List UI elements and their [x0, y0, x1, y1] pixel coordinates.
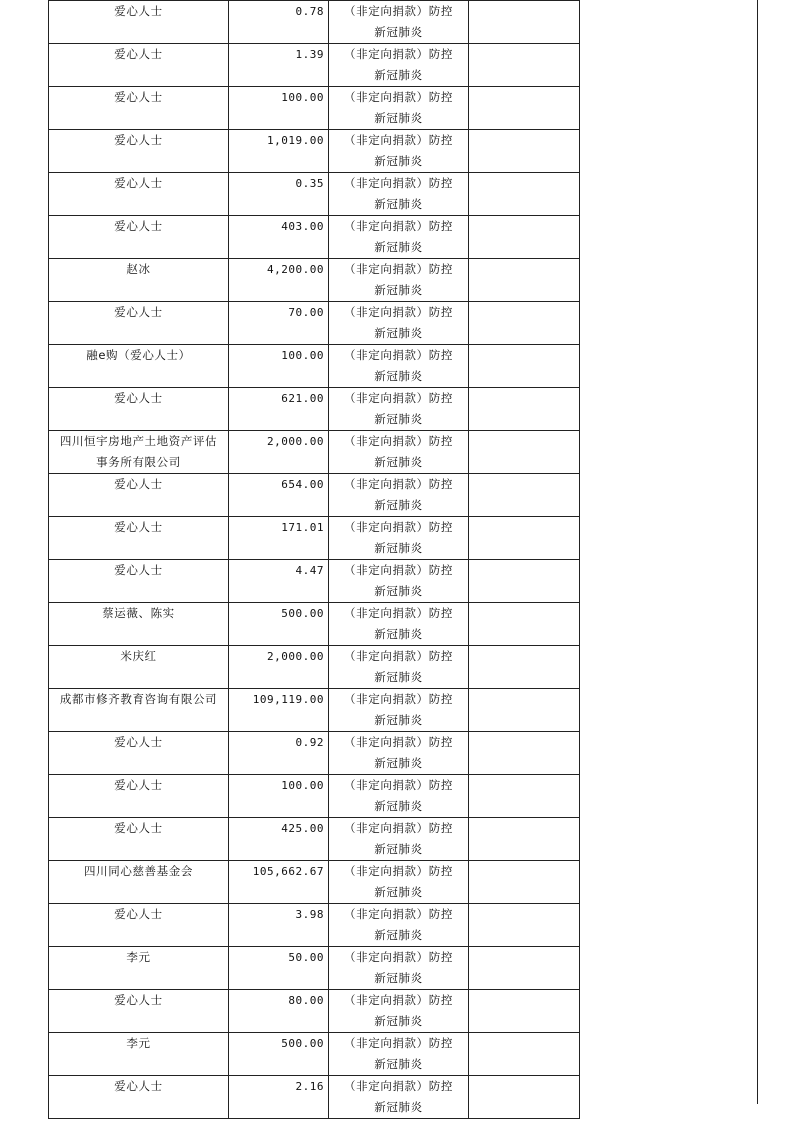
amount-cell	[229, 1, 329, 44]
purpose-cell	[329, 646, 469, 689]
purpose-line-2: 新冠肺炎	[374, 455, 423, 469]
donation-purpose	[329, 474, 468, 516]
donation-table	[48, 0, 580, 1119]
donation-amount: 109,119.00	[252, 693, 324, 706]
donation-purpose	[329, 1033, 468, 1075]
remarks-cell	[469, 1076, 580, 1119]
donor-cell	[49, 689, 229, 732]
donor-name: 爱心人士	[114, 219, 163, 233]
purpose-line-2: 新冠肺炎	[374, 842, 423, 856]
amount-cell	[229, 990, 329, 1033]
purpose-line-2: 新冠肺炎	[374, 756, 423, 770]
purpose-line-2: 新冠肺炎	[374, 971, 423, 985]
donor-name: 爱心人士	[114, 520, 163, 534]
purpose-line-2: 新冠肺炎	[374, 713, 423, 727]
table-row	[49, 732, 580, 775]
donor-cell	[49, 388, 229, 431]
donation-purpose	[329, 259, 468, 301]
table-row	[49, 861, 580, 904]
donor-cell	[49, 302, 229, 345]
donation-purpose	[329, 904, 468, 946]
donor-name: 爱心人士	[114, 47, 163, 61]
donor-cell	[49, 818, 229, 861]
table-row	[49, 517, 580, 560]
purpose-line-2: 新冠肺炎	[374, 541, 423, 555]
purpose-line-2: 新冠肺炎	[374, 1100, 423, 1114]
donation-purpose	[329, 861, 468, 903]
table-row	[49, 689, 580, 732]
amount-cell	[229, 517, 329, 560]
donation-amount: 4.47	[295, 564, 324, 577]
table-row	[49, 44, 580, 87]
amount-cell	[229, 560, 329, 603]
donor-cell	[49, 517, 229, 560]
donor-cell	[49, 775, 229, 818]
table-row	[49, 818, 580, 861]
donor-cell	[49, 646, 229, 689]
table-row	[49, 130, 580, 173]
purpose-line-1: （非定向捐款）防控	[344, 1036, 453, 1050]
amount-cell	[229, 130, 329, 173]
amount-cell	[229, 947, 329, 990]
table-row	[49, 560, 580, 603]
purpose-cell	[329, 474, 469, 517]
donor-cell	[49, 173, 229, 216]
purpose-cell	[329, 259, 469, 302]
amount-cell	[229, 775, 329, 818]
donation-amount: 425.00	[281, 822, 324, 835]
donor-cell	[49, 904, 229, 947]
donor-cell	[49, 947, 229, 990]
amount-cell	[229, 818, 329, 861]
donation-purpose	[329, 603, 468, 645]
purpose-line-2: 新冠肺炎	[374, 670, 423, 684]
amount-cell	[229, 216, 329, 259]
donation-amount: 500.00	[281, 1037, 324, 1050]
purpose-cell	[329, 431, 469, 474]
donor-name: 蔡运薇、陈实	[102, 606, 175, 620]
purpose-line-1: （非定向捐款）防控	[344, 864, 453, 878]
purpose-cell	[329, 861, 469, 904]
purpose-line-2: 新冠肺炎	[374, 240, 423, 254]
donation-amount: 105,662.67	[252, 865, 324, 878]
donor-name: 爱心人士	[114, 563, 163, 577]
amount-cell	[229, 388, 329, 431]
remarks-cell	[469, 818, 580, 861]
purpose-line-2: 新冠肺炎	[374, 627, 423, 641]
donor-cell	[49, 474, 229, 517]
purpose-cell	[329, 775, 469, 818]
remarks-cell	[469, 861, 580, 904]
purpose-line-1: （非定向捐款）防控	[344, 305, 453, 319]
donation-purpose	[329, 775, 468, 817]
purpose-cell	[329, 947, 469, 990]
donor-cell	[49, 1, 229, 44]
amount-cell	[229, 689, 329, 732]
donation-amount: 2,000.00	[267, 650, 324, 663]
amount-cell	[229, 259, 329, 302]
donor-name: 李元	[126, 950, 151, 964]
remarks-cell	[469, 1033, 580, 1076]
donation-amount: 654.00	[281, 478, 324, 491]
purpose-line-2: 新冠肺炎	[374, 154, 423, 168]
page-right-border	[757, 0, 758, 1104]
purpose-line-1: （非定向捐款）防控	[344, 821, 453, 835]
donation-purpose	[329, 517, 468, 559]
amount-cell	[229, 904, 329, 947]
purpose-cell	[329, 216, 469, 259]
donation-amount: 1.39	[295, 48, 324, 61]
donation-purpose	[329, 689, 468, 731]
table-row	[49, 345, 580, 388]
purpose-line-1: （非定向捐款）防控	[344, 993, 453, 1007]
purpose-line-2: 新冠肺炎	[374, 68, 423, 82]
donation-purpose	[329, 1, 468, 43]
table-row	[49, 904, 580, 947]
amount-cell	[229, 1076, 329, 1119]
purpose-line-1: （非定向捐款）防控	[344, 133, 453, 147]
remarks-cell	[469, 775, 580, 818]
purpose-cell	[329, 302, 469, 345]
donor-cell	[49, 560, 229, 603]
donation-amount: 70.00	[288, 306, 324, 319]
donation-table-body	[49, 1, 580, 1119]
donation-purpose	[329, 990, 468, 1032]
amount-cell	[229, 1033, 329, 1076]
remarks-cell	[469, 904, 580, 947]
donor-name: 成都市修齐教育咨询有限公司	[59, 692, 218, 706]
purpose-cell	[329, 904, 469, 947]
donor-name: 米庆红	[120, 649, 157, 663]
amount-cell	[229, 345, 329, 388]
table-row	[49, 388, 580, 431]
donation-amount: 100.00	[281, 349, 324, 362]
purpose-line-2: 新冠肺炎	[374, 283, 423, 297]
remarks-cell	[469, 44, 580, 87]
donation-amount: 2,000.00	[267, 435, 324, 448]
table-row	[49, 259, 580, 302]
remarks-cell	[469, 732, 580, 775]
donor-name: 融e购（爱心人士）	[86, 348, 191, 362]
donation-purpose	[329, 947, 468, 989]
donation-amount: 80.00	[288, 994, 324, 1007]
purpose-line-2: 新冠肺炎	[374, 584, 423, 598]
donation-purpose	[329, 818, 468, 860]
purpose-line-2: 新冠肺炎	[374, 885, 423, 899]
donation-amount: 100.00	[281, 91, 324, 104]
donor-cell	[49, 87, 229, 130]
amount-cell	[229, 431, 329, 474]
table-row	[49, 474, 580, 517]
donor-cell	[49, 259, 229, 302]
purpose-line-1: （非定向捐款）防控	[344, 649, 453, 663]
table-row	[49, 1, 580, 44]
purpose-line-1: （非定向捐款）防控	[344, 563, 453, 577]
purpose-line-2: 新冠肺炎	[374, 1057, 423, 1071]
donor-cell	[49, 603, 229, 646]
remarks-cell	[469, 474, 580, 517]
donation-amount: 403.00	[281, 220, 324, 233]
donor-name: 爱心人士	[114, 176, 163, 190]
donor-name: 李元	[126, 1036, 151, 1050]
table-row	[49, 990, 580, 1033]
donor-cell	[49, 1076, 229, 1119]
purpose-line-1: （非定向捐款）防控	[344, 262, 453, 276]
remarks-cell	[469, 259, 580, 302]
donor-name: 爱心人士	[114, 90, 163, 104]
remarks-cell	[469, 646, 580, 689]
purpose-line-1: （非定向捐款）防控	[344, 90, 453, 104]
donation-amount: 621.00	[281, 392, 324, 405]
purpose-line-1: （非定向捐款）防控	[344, 520, 453, 534]
donation-amount: 50.00	[288, 951, 324, 964]
donor-name: 爱心人士	[114, 391, 163, 405]
purpose-line-1: （非定向捐款）防控	[344, 735, 453, 749]
amount-cell	[229, 603, 329, 646]
purpose-line-1: （非定向捐款）防控	[344, 47, 453, 61]
table-row	[49, 431, 580, 474]
purpose-cell	[329, 173, 469, 216]
donor-name: 爱心人士	[114, 821, 163, 835]
purpose-cell	[329, 87, 469, 130]
donation-purpose	[329, 173, 468, 215]
amount-cell	[229, 861, 329, 904]
purpose-line-2: 新冠肺炎	[374, 197, 423, 211]
purpose-line-2: 新冠肺炎	[374, 412, 423, 426]
donation-amount: 0.92	[295, 736, 324, 749]
remarks-cell	[469, 173, 580, 216]
donor-name: 爱心人士	[114, 1079, 163, 1093]
donor-name: 赵冰	[126, 262, 151, 276]
purpose-line-2: 新冠肺炎	[374, 1014, 423, 1028]
donor-name: 爱心人士	[114, 4, 163, 18]
remarks-cell	[469, 689, 580, 732]
table-row	[49, 216, 580, 259]
purpose-line-2: 新冠肺炎	[374, 498, 423, 512]
donor-name: 四川同心慈善基金会	[84, 864, 193, 878]
donor-name: 四川恒宇房地产土地资产评估事务所有限公司	[59, 434, 218, 469]
donation-amount: 1,019.00	[267, 134, 324, 147]
donation-amount: 100.00	[281, 779, 324, 792]
purpose-line-2: 新冠肺炎	[374, 799, 423, 813]
table-row	[49, 87, 580, 130]
remarks-cell	[469, 302, 580, 345]
remarks-cell	[469, 130, 580, 173]
remarks-cell	[469, 947, 580, 990]
purpose-line-2: 新冠肺炎	[374, 326, 423, 340]
table-row	[49, 603, 580, 646]
purpose-cell	[329, 1033, 469, 1076]
amount-cell	[229, 87, 329, 130]
remarks-cell	[469, 560, 580, 603]
purpose-line-2: 新冠肺炎	[374, 369, 423, 383]
purpose-line-1: （非定向捐款）防控	[344, 176, 453, 190]
donor-name: 爱心人士	[114, 993, 163, 1007]
donation-purpose	[329, 302, 468, 344]
purpose-cell	[329, 732, 469, 775]
donation-amount: 0.35	[295, 177, 324, 190]
donation-purpose	[329, 87, 468, 129]
amount-cell	[229, 173, 329, 216]
donor-cell	[49, 44, 229, 87]
donor-name: 爱心人士	[114, 907, 163, 921]
amount-cell	[229, 732, 329, 775]
donor-name: 爱心人士	[114, 735, 163, 749]
table-row	[49, 302, 580, 345]
remarks-cell	[469, 216, 580, 259]
donor-cell	[49, 990, 229, 1033]
purpose-line-1: （非定向捐款）防控	[344, 692, 453, 706]
remarks-cell	[469, 388, 580, 431]
purpose-line-2: 新冠肺炎	[374, 928, 423, 942]
donor-cell	[49, 216, 229, 259]
purpose-cell	[329, 44, 469, 87]
donor-cell	[49, 1033, 229, 1076]
amount-cell	[229, 474, 329, 517]
purpose-cell	[329, 603, 469, 646]
donation-purpose	[329, 1076, 468, 1118]
donor-name: 爱心人士	[114, 133, 163, 147]
table-row	[49, 775, 580, 818]
purpose-cell	[329, 560, 469, 603]
donation-amount: 4,200.00	[267, 263, 324, 276]
donation-amount: 0.78	[295, 5, 324, 18]
donor-name: 爱心人士	[114, 477, 163, 491]
remarks-cell	[469, 517, 580, 560]
purpose-line-1: （非定向捐款）防控	[344, 348, 453, 362]
donor-cell	[49, 130, 229, 173]
donation-purpose	[329, 130, 468, 172]
donation-purpose	[329, 388, 468, 430]
remarks-cell	[469, 1, 580, 44]
donation-amount: 171.01	[281, 521, 324, 534]
donation-purpose	[329, 431, 468, 473]
donation-purpose	[329, 345, 468, 387]
donation-purpose	[329, 216, 468, 258]
remarks-cell	[469, 603, 580, 646]
donation-purpose	[329, 646, 468, 688]
donor-name: 爱心人士	[114, 305, 163, 319]
purpose-line-1: （非定向捐款）防控	[344, 391, 453, 405]
donor-name: 爱心人士	[114, 778, 163, 792]
table-row	[49, 947, 580, 990]
purpose-line-2: 新冠肺炎	[374, 25, 423, 39]
donor-cell	[49, 431, 229, 474]
purpose-cell	[329, 818, 469, 861]
purpose-line-1: （非定向捐款）防控	[344, 219, 453, 233]
remarks-cell	[469, 431, 580, 474]
donor-cell	[49, 732, 229, 775]
purpose-cell	[329, 517, 469, 560]
table-row	[49, 173, 580, 216]
purpose-cell	[329, 1, 469, 44]
amount-cell	[229, 44, 329, 87]
purpose-line-2: 新冠肺炎	[374, 111, 423, 125]
donation-amount: 3.98	[295, 908, 324, 921]
amount-cell	[229, 302, 329, 345]
purpose-cell	[329, 689, 469, 732]
donation-amount: 500.00	[281, 607, 324, 620]
purpose-line-1: （非定向捐款）防控	[344, 4, 453, 18]
donation-purpose	[329, 44, 468, 86]
table-row	[49, 646, 580, 689]
amount-cell	[229, 646, 329, 689]
purpose-line-1: （非定向捐款）防控	[344, 1079, 453, 1093]
table-row	[49, 1033, 580, 1076]
purpose-cell	[329, 990, 469, 1033]
purpose-line-1: （非定向捐款）防控	[344, 606, 453, 620]
donation-purpose	[329, 732, 468, 774]
purpose-cell	[329, 388, 469, 431]
purpose-cell	[329, 345, 469, 388]
purpose-cell	[329, 130, 469, 173]
remarks-cell	[469, 990, 580, 1033]
donor-cell	[49, 345, 229, 388]
purpose-line-1: （非定向捐款）防控	[344, 434, 453, 448]
remarks-cell	[469, 345, 580, 388]
donor-cell	[49, 861, 229, 904]
donation-purpose	[329, 560, 468, 602]
purpose-line-1: （非定向捐款）防控	[344, 907, 453, 921]
donation-amount: 2.16	[295, 1080, 324, 1093]
purpose-line-1: （非定向捐款）防控	[344, 950, 453, 964]
purpose-line-1: （非定向捐款）防控	[344, 778, 453, 792]
remarks-cell	[469, 87, 580, 130]
purpose-cell	[329, 1076, 469, 1119]
purpose-line-1: （非定向捐款）防控	[344, 477, 453, 491]
table-row	[49, 1076, 580, 1119]
